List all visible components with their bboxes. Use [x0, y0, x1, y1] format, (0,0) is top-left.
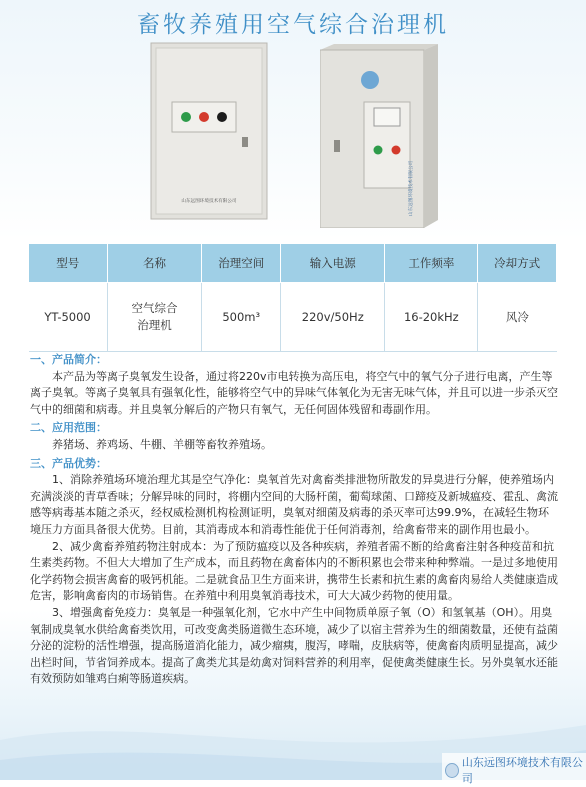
watermark-text: 山东远图环境技术有限公司 — [461, 756, 583, 785]
col-header: 名称 — [107, 244, 202, 283]
cabinet-left-image — [150, 42, 268, 220]
cabinet-right-nameplate: 山东远图环境技术有限公司 — [409, 160, 414, 216]
cell-model: YT-5000 — [29, 283, 108, 352]
cell-name: 空气综合治理机 — [107, 283, 202, 352]
cell-power: 220v/50Hz — [281, 283, 385, 352]
cell-frequency: 16-20kHz — [385, 283, 478, 352]
advantage-paragraph-3: 3、增强禽畜免疫力：臭氧是一种强氧化剂，它水中产生中间物质单原子氧（O）和氢氧基（OH）。用臭氧制成臭氧水供给禽畜类饮用，可改变禽类肠道微生态环境，减少了以宿主营养为生的细菌数量，还使有益菌分泌的淀粉的活性增强，提高肠道消化能力，减少瘤痍，腹泻，哮喘，皮肤病等，使禽畜肉质明显提高，减少出栏时间，节省饲养成本。提高了禽类尤其是幼禽对饲料营养的利用率，促使禽类健康生长。另外臭氧水还能有效预防如雏鸡白痢等肠道疾病。 — [30, 605, 558, 686]
section-heading-scope: 二、应用范围： — [30, 421, 107, 435]
watermark — [442, 753, 586, 787]
cabinet-left-nameplate: 山东远图环境技术有限公司 — [181, 199, 237, 204]
table-row — [29, 283, 557, 352]
advantage-paragraph-2: 2、减少禽畜养殖药物注射成本：为了预防瘟疫以及各种疾病，养殖者需不断的给禽畜注射各种疫苗和抗生素类药物。不但大大增加了生产成本，而且药物在禽畜体内的不断积累也会带来种种弊端。一是过多地使用化学药物会损害禽畜的吸钙机能。二是就食品卫生方面来讲，携带生长素和抗生素的禽畜肉易给人类健康造成危害，影响禽畜肉的市场销售。在养殖中利用臭氧消毒技术，可大大减少药物的使用量。 — [30, 539, 558, 603]
cell-cooling: 风冷 — [478, 283, 557, 352]
spec-table — [28, 243, 557, 352]
col-header: 工作频率 — [385, 244, 478, 283]
section-heading-intro: 一、产品简介： — [30, 353, 107, 366]
col-header: 治理空间 — [202, 244, 281, 283]
company-logo-icon — [445, 763, 459, 778]
col-header: 冷却方式 — [478, 244, 557, 283]
col-header: 输入电源 — [281, 244, 385, 283]
intro-paragraph: 本产品为等离子臭氧发生设备，通过将220v市电转换为高压电，将空气中的氧气分子进行电离，产生等离子臭氧。等离子臭氧具有强氧化性，能够将空气中的异味气体氧化为无害无味气体，并且可以进一步杀灭空气中的细菌和病毒。并且臭氧分解后的产物只有氧气，无任何固体残留和毒副作用。 — [30, 369, 558, 416]
advantage-paragraph-1: 1、消除养殖场环境治理尤其是空气净化：臭氧首先对禽畜类排泄物所散发的异臭进行分解，使养殖场内充满淡淡的青草香味；分解异味的同时，将棚内空间的大肠杆菌，葡萄球菌、口蹄疫及新城瘟疫、霍乱、禽流感等病毒基本随之杀灭，经权威检测机构检测证明，臭氧对细菌及病毒的杀灭率可达99.9%，在减轻生物环境压力方面具备很大优势。目前，其消毒成本和消毒性能优于任何消毒剂，给禽畜带来的副作用也最小。 — [30, 473, 558, 536]
cell-space: 500m³ — [202, 283, 281, 352]
page-title: 畜牧养殖用空气综合治理机 — [137, 12, 449, 38]
table-header-row — [29, 244, 557, 283]
cabinet-right-image — [320, 44, 438, 228]
scope-paragraph: 养猪场、养鸡场、牛棚、羊棚等畜牧养殖场。 — [52, 437, 272, 451]
col-header: 型号 — [29, 244, 108, 283]
description-body — [30, 352, 558, 688]
section-heading-advantages: 三、产品优势： — [30, 456, 107, 470]
